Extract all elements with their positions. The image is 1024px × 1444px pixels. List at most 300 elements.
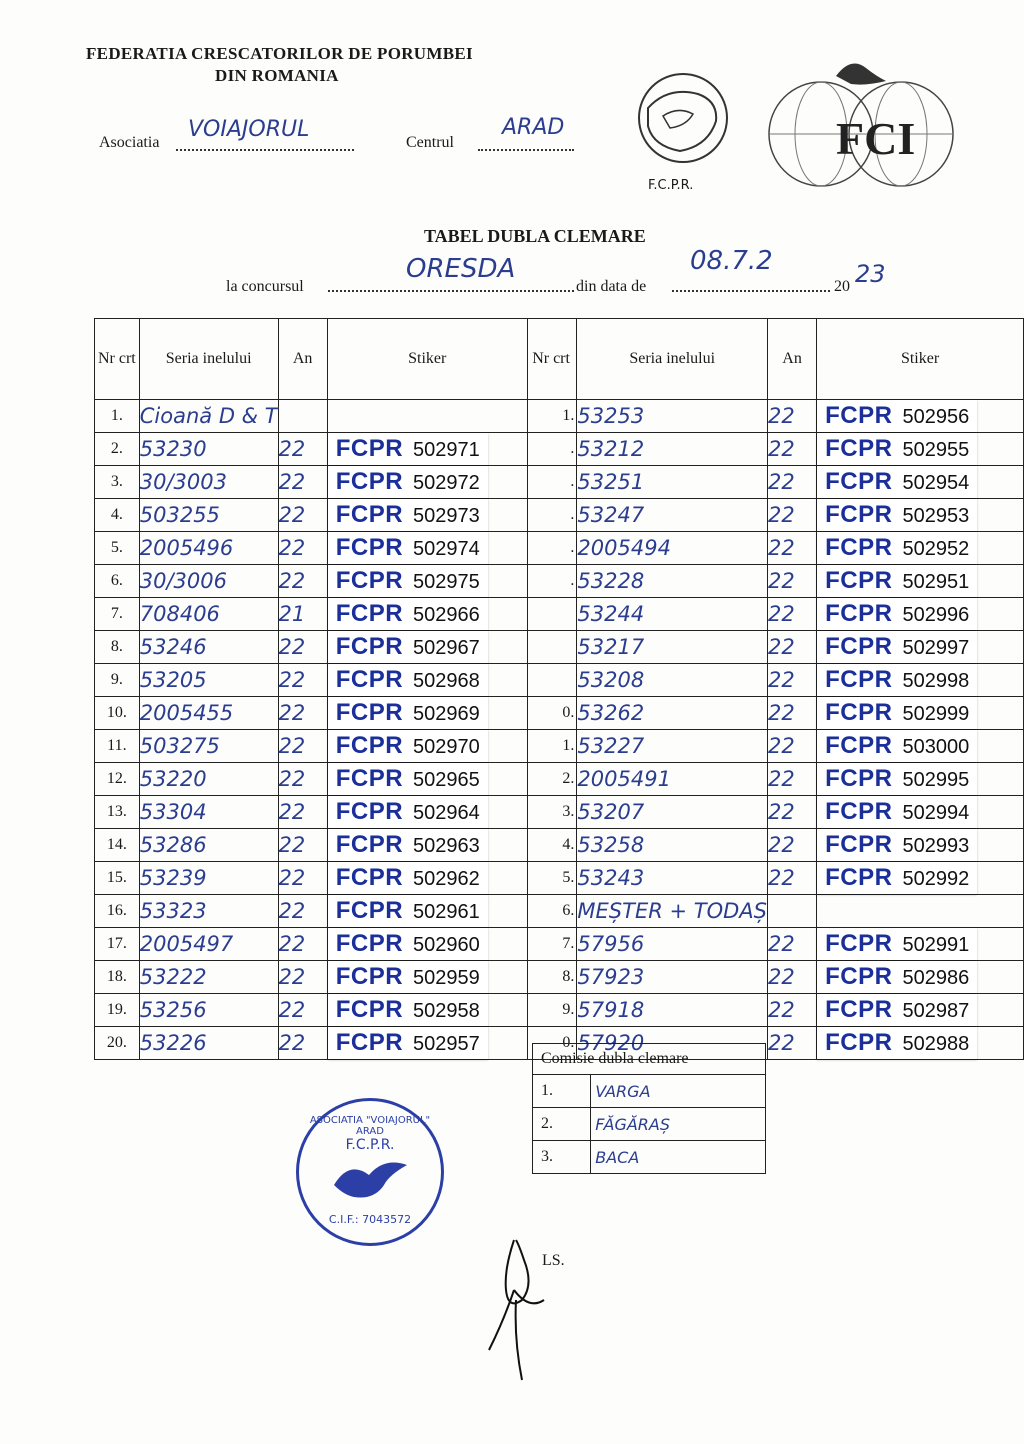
sticker-brand: FCPR bbox=[335, 633, 404, 660]
sticker-code: 503000 bbox=[902, 736, 970, 758]
sticker-code: 502966 bbox=[413, 604, 480, 626]
comisie-row bbox=[533, 1141, 766, 1174]
row-nr: 16. bbox=[95, 895, 140, 928]
row-seria: 53286 bbox=[139, 829, 278, 862]
stamp-top-text: ASOCIATIA "VOIAJORUL" ARAD bbox=[309, 1115, 431, 1137]
sticker-brand: FCPR bbox=[825, 963, 893, 990]
row-an: 22 bbox=[278, 697, 327, 730]
row-seria: 2005497 bbox=[139, 928, 278, 961]
year-suffix: 23 bbox=[855, 260, 886, 288]
fcpr-sticker bbox=[328, 763, 488, 795]
row-an-right: 22 bbox=[767, 928, 816, 961]
row-nr: 18. bbox=[95, 961, 140, 994]
row-an-right: 22 bbox=[767, 565, 816, 598]
row-seria: 53246 bbox=[139, 631, 278, 664]
dove-icon bbox=[329, 1155, 411, 1205]
row-seria: 30/3006 bbox=[139, 565, 278, 598]
row-nr-right: 0. bbox=[527, 697, 577, 730]
comisie-nr: 2. bbox=[533, 1108, 591, 1141]
sticker-code: 502987 bbox=[902, 1000, 970, 1022]
row-sticker bbox=[327, 829, 527, 862]
ls-label: LS. bbox=[542, 1252, 565, 1269]
row-seria: 53323 bbox=[139, 895, 278, 928]
comisie-name: BACA bbox=[591, 1141, 766, 1174]
sticker-brand: FCPR bbox=[335, 501, 404, 528]
fcpr-sticker bbox=[328, 961, 488, 993]
table-row bbox=[95, 928, 1024, 961]
sticker-brand: FCPR bbox=[335, 567, 404, 594]
row-an-right: 22 bbox=[767, 499, 816, 532]
row-an: 22 bbox=[278, 961, 327, 994]
table-row bbox=[95, 730, 1024, 763]
row-seria-right: 57923 bbox=[577, 961, 768, 994]
table-row bbox=[95, 994, 1024, 1027]
concurs-label: la concursul bbox=[226, 278, 304, 295]
sticker-code: 502965 bbox=[413, 769, 480, 791]
table-row bbox=[95, 499, 1024, 532]
row-an-right: 22 bbox=[767, 994, 816, 1027]
sticker-brand: FCPR bbox=[335, 963, 404, 990]
row-an: 22 bbox=[278, 862, 327, 895]
row-nr-right: 1. bbox=[527, 730, 577, 763]
centrul-value: ARAD bbox=[502, 115, 565, 140]
asociatia-value: VOIAJORUL bbox=[188, 117, 310, 142]
row-seria-right: 53247 bbox=[577, 499, 768, 532]
sticker-brand: FCPR bbox=[335, 897, 404, 924]
row-nr: 2. bbox=[95, 433, 140, 466]
sticker-brand: FCPR bbox=[825, 402, 893, 429]
row-nr-right: . bbox=[527, 532, 577, 565]
row-seria-right: MEȘTER + TODAȘ bbox=[577, 895, 768, 928]
sticker-brand: FCPR bbox=[335, 732, 404, 759]
table-row bbox=[95, 565, 1024, 598]
table-row bbox=[95, 796, 1024, 829]
row-nr-right: . bbox=[527, 433, 577, 466]
sticker-brand: FCPR bbox=[335, 765, 404, 792]
fcpr-sticker bbox=[328, 565, 488, 597]
fcpr-sticker bbox=[817, 565, 977, 597]
row-seria: 53230 bbox=[139, 433, 278, 466]
row-seria-right: 57956 bbox=[577, 928, 768, 961]
row-an bbox=[278, 400, 327, 433]
row-an-right: 22 bbox=[767, 961, 816, 994]
fcpr-sticker bbox=[817, 928, 977, 960]
row-nr-right bbox=[527, 664, 577, 697]
fcpr-sticker bbox=[817, 1027, 977, 1059]
document-title: TABEL DUBLA CLEMARE bbox=[424, 226, 646, 246]
row-sticker-right bbox=[817, 433, 1024, 466]
sticker-code: 502974 bbox=[413, 538, 480, 560]
fcpr-sticker bbox=[328, 730, 488, 762]
row-nr-right bbox=[527, 598, 577, 631]
sticker-brand: FCPR bbox=[335, 831, 404, 858]
sticker-brand: FCPR bbox=[335, 930, 404, 957]
year-prefix: 20 bbox=[834, 278, 850, 295]
row-nr-right: 1. bbox=[527, 400, 577, 433]
sticker-code: 502954 bbox=[902, 472, 970, 494]
row-an: 22 bbox=[278, 796, 327, 829]
row-sticker-right bbox=[817, 961, 1024, 994]
row-an: 22 bbox=[278, 664, 327, 697]
sticker-brand: FCPR bbox=[825, 996, 893, 1023]
row-nr-right: 0. bbox=[527, 1027, 577, 1060]
fcpr-logo bbox=[608, 46, 758, 196]
row-seria-right: 57920 bbox=[577, 1027, 768, 1060]
row-sticker-right bbox=[817, 895, 1024, 928]
clamping-table bbox=[94, 318, 1024, 1060]
sticker-code: 502973 bbox=[413, 505, 480, 527]
row-sticker bbox=[327, 433, 527, 466]
row-seria: 503255 bbox=[139, 499, 278, 532]
row-seria-right: 53212 bbox=[577, 433, 768, 466]
row-seria: 53304 bbox=[139, 796, 278, 829]
fcpr-logo-caption: F.C.P.R. bbox=[648, 178, 694, 193]
fcpr-sticker bbox=[328, 829, 488, 861]
row-seria-right: 53243 bbox=[577, 862, 768, 895]
sticker-brand: FCPR bbox=[825, 831, 893, 858]
centrul-field bbox=[478, 115, 574, 151]
row-sticker-right bbox=[817, 697, 1024, 730]
row-seria: 2005455 bbox=[139, 697, 278, 730]
header-seria-right: Seria inelului bbox=[577, 319, 768, 400]
row-seria: 30/3003 bbox=[139, 466, 278, 499]
sticker-brand: FCPR bbox=[335, 468, 404, 495]
row-seria-right: 53262 bbox=[577, 697, 768, 730]
sticker-code: 502962 bbox=[413, 868, 480, 890]
row-seria-right: 2005494 bbox=[577, 532, 768, 565]
row-sticker-right bbox=[817, 1027, 1024, 1060]
sticker-code: 502998 bbox=[902, 670, 970, 692]
fcpr-sticker bbox=[817, 763, 977, 795]
sticker-brand: FCPR bbox=[825, 468, 893, 495]
fcpr-sticker bbox=[328, 499, 488, 531]
row-sticker bbox=[327, 862, 527, 895]
row-sticker bbox=[327, 994, 527, 1027]
row-sticker bbox=[327, 400, 527, 433]
row-an-right: 22 bbox=[767, 697, 816, 730]
fcpr-sticker bbox=[328, 928, 488, 960]
row-seria-right: 2005491 bbox=[577, 763, 768, 796]
table-row bbox=[95, 862, 1024, 895]
concurs-field bbox=[328, 254, 574, 292]
sticker-code: 502997 bbox=[902, 637, 970, 659]
fcpr-sticker bbox=[328, 1027, 488, 1059]
sticker-brand: FCPR bbox=[335, 996, 404, 1023]
row-an: 22 bbox=[278, 466, 327, 499]
sticker-brand: FCPR bbox=[825, 864, 893, 891]
sticker-brand: FCPR bbox=[825, 633, 893, 660]
row-an: 22 bbox=[278, 532, 327, 565]
fcpr-sticker bbox=[817, 961, 977, 993]
row-sticker-right bbox=[817, 598, 1024, 631]
row-seria-right: 53228 bbox=[577, 565, 768, 598]
row-nr: 5. bbox=[95, 532, 140, 565]
header-an-right: An bbox=[767, 319, 816, 400]
row-an: 22 bbox=[278, 928, 327, 961]
sticker-code: 502992 bbox=[902, 868, 970, 890]
row-sticker bbox=[327, 928, 527, 961]
row-sticker bbox=[327, 961, 527, 994]
row-sticker-right bbox=[817, 994, 1024, 1027]
sticker-code: 502993 bbox=[902, 835, 970, 857]
federation-title-line1: FEDERATIA CRESCATORILOR DE PORUMBEI bbox=[86, 44, 473, 63]
row-sticker-right bbox=[817, 400, 1024, 433]
row-sticker bbox=[327, 1027, 527, 1060]
sticker-brand: FCPR bbox=[825, 930, 893, 957]
asociatia-field bbox=[176, 117, 354, 151]
row-an-right: 22 bbox=[767, 433, 816, 466]
row-an: 22 bbox=[278, 631, 327, 664]
table-row bbox=[95, 433, 1024, 466]
fci-logo bbox=[766, 46, 956, 196]
sticker-code: 502956 bbox=[902, 406, 970, 428]
row-sticker bbox=[327, 466, 527, 499]
row-seria: 53222 bbox=[139, 961, 278, 994]
row-seria-right: 53208 bbox=[577, 664, 768, 697]
fcpr-sticker bbox=[817, 796, 977, 828]
header-nr-crt: Nr crt bbox=[95, 319, 140, 400]
row-an-right: 22 bbox=[767, 664, 816, 697]
sticker-code: 502971 bbox=[413, 439, 480, 461]
row-nr: 12. bbox=[95, 763, 140, 796]
row-nr-right: 8. bbox=[527, 961, 577, 994]
sticker-code: 502994 bbox=[902, 802, 970, 824]
row-nr: 6. bbox=[95, 565, 140, 598]
table-row bbox=[95, 400, 1024, 433]
row-nr: 14. bbox=[95, 829, 140, 862]
row-an-right: 22 bbox=[767, 796, 816, 829]
table-row bbox=[95, 829, 1024, 862]
sticker-code: 502968 bbox=[413, 670, 480, 692]
fcpr-sticker bbox=[328, 664, 488, 696]
sticker-brand: FCPR bbox=[335, 699, 404, 726]
sticker-brand: FCPR bbox=[825, 567, 893, 594]
sticker-code: 502969 bbox=[413, 703, 480, 725]
comisie-nr: 3. bbox=[533, 1141, 591, 1174]
row-seria: 53239 bbox=[139, 862, 278, 895]
row-nr: 4. bbox=[95, 499, 140, 532]
comisie-title: Comisie dubla clemare bbox=[533, 1044, 766, 1075]
row-nr: 8. bbox=[95, 631, 140, 664]
row-sticker-right bbox=[817, 565, 1024, 598]
row-nr: 10. bbox=[95, 697, 140, 730]
sticker-code: 502996 bbox=[902, 604, 970, 626]
row-sticker bbox=[327, 664, 527, 697]
concurs-value: ORESDA bbox=[406, 254, 516, 284]
sticker-brand: FCPR bbox=[335, 864, 404, 891]
row-an-right: 22 bbox=[767, 862, 816, 895]
fcpr-sticker bbox=[817, 829, 977, 861]
table-row bbox=[95, 598, 1024, 631]
header-nr-crt-right: Nr crt bbox=[527, 319, 577, 400]
row-an-right: 22 bbox=[767, 1027, 816, 1060]
fcpr-sticker bbox=[328, 796, 488, 828]
fcpr-sticker bbox=[817, 400, 977, 432]
row-an-right bbox=[767, 895, 816, 928]
sticker-code: 502964 bbox=[413, 802, 480, 824]
sticker-brand: FCPR bbox=[335, 798, 404, 825]
row-sticker-right bbox=[817, 829, 1024, 862]
row-sticker bbox=[327, 631, 527, 664]
row-an: 21 bbox=[278, 598, 327, 631]
row-an-right: 22 bbox=[767, 466, 816, 499]
row-seria-right: 53244 bbox=[577, 598, 768, 631]
fcpr-sticker bbox=[328, 862, 488, 894]
sticker-brand: FCPR bbox=[825, 501, 893, 528]
sticker-code: 502958 bbox=[413, 1000, 480, 1022]
row-nr-right: 9. bbox=[527, 994, 577, 1027]
row-an: 22 bbox=[278, 829, 327, 862]
row-nr: 1. bbox=[95, 400, 140, 433]
row-seria-right: 53251 bbox=[577, 466, 768, 499]
row-an: 22 bbox=[278, 763, 327, 796]
sticker-code: 502988 bbox=[902, 1033, 970, 1055]
sticker-code: 502999 bbox=[902, 703, 970, 725]
sticker-brand: FCPR bbox=[335, 534, 404, 561]
row-sticker bbox=[327, 598, 527, 631]
row-seria: 53256 bbox=[139, 994, 278, 1027]
table-row bbox=[95, 763, 1024, 796]
sticker-code: 502995 bbox=[902, 769, 970, 791]
comisie-table bbox=[532, 1043, 766, 1174]
row-an-right: 22 bbox=[767, 763, 816, 796]
row-nr-right: 6. bbox=[527, 895, 577, 928]
row-sticker bbox=[327, 796, 527, 829]
row-sticker bbox=[327, 565, 527, 598]
header-an: An bbox=[278, 319, 327, 400]
sticker-brand: FCPR bbox=[825, 534, 893, 561]
row-nr: 17. bbox=[95, 928, 140, 961]
row-seria-right: 53217 bbox=[577, 631, 768, 664]
sticker-brand: FCPR bbox=[335, 435, 404, 462]
stamp-bottom-text: C.I.F.: 7043572 bbox=[328, 1213, 412, 1226]
row-sticker-right bbox=[817, 499, 1024, 532]
row-sticker-right bbox=[817, 532, 1024, 565]
sticker-code: 502967 bbox=[413, 637, 480, 659]
sticker-code: 502955 bbox=[902, 439, 970, 461]
row-sticker bbox=[327, 730, 527, 763]
sticker-brand: FCPR bbox=[825, 666, 893, 693]
asociatia-label: Asociatia bbox=[99, 134, 160, 151]
sticker-code: 502970 bbox=[413, 736, 480, 758]
row-nr: 9. bbox=[95, 664, 140, 697]
table-row bbox=[95, 697, 1024, 730]
row-seria: 53205 bbox=[139, 664, 278, 697]
fcpr-sticker bbox=[328, 631, 488, 663]
comisie-row bbox=[533, 1108, 766, 1141]
row-sticker-right bbox=[817, 664, 1024, 697]
row-nr-right: 2. bbox=[527, 763, 577, 796]
row-nr-right: 7. bbox=[527, 928, 577, 961]
row-seria-right: 53253 bbox=[577, 400, 768, 433]
sticker-brand: FCPR bbox=[825, 798, 893, 825]
row-seria-right: 57918 bbox=[577, 994, 768, 1027]
sticker-code: 502960 bbox=[413, 934, 480, 956]
fcpr-sticker bbox=[817, 664, 977, 696]
row-nr-right: 4. bbox=[527, 829, 577, 862]
comisie-row bbox=[533, 1075, 766, 1108]
row-an-right: 22 bbox=[767, 631, 816, 664]
table-row bbox=[95, 895, 1024, 928]
sticker-code: 502991 bbox=[902, 934, 970, 956]
comisie-name: VARGA bbox=[591, 1075, 766, 1108]
row-sticker bbox=[327, 499, 527, 532]
fcpr-sticker bbox=[817, 466, 977, 498]
centrul-label: Centrul bbox=[406, 134, 454, 151]
sticker-brand: FCPR bbox=[825, 699, 893, 726]
row-an: 22 bbox=[278, 994, 327, 1027]
header-stiker: Stiker bbox=[327, 319, 527, 400]
fcpr-sticker bbox=[817, 433, 977, 465]
fcpr-sticker bbox=[817, 862, 977, 894]
row-sticker bbox=[327, 895, 527, 928]
sticker-code: 502959 bbox=[413, 967, 480, 989]
fcpr-sticker bbox=[817, 697, 977, 729]
row-nr-right: . bbox=[527, 499, 577, 532]
table-row bbox=[95, 631, 1024, 664]
fcpr-sticker bbox=[817, 730, 977, 762]
row-seria: 503275 bbox=[139, 730, 278, 763]
stamp-middle-text: F.C.P.R. bbox=[345, 1137, 395, 1153]
sticker-code: 502957 bbox=[413, 1033, 480, 1055]
fci-logo-text: FCI bbox=[836, 113, 916, 164]
fcpr-sticker bbox=[817, 499, 977, 531]
fcpr-sticker bbox=[328, 895, 488, 927]
row-an-right: 22 bbox=[767, 829, 816, 862]
sticker-code: 502953 bbox=[902, 505, 970, 527]
fcpr-sticker bbox=[817, 631, 977, 663]
fcpr-logo-graphic bbox=[608, 46, 758, 196]
sticker-brand: FCPR bbox=[335, 1029, 404, 1056]
row-nr: 20. bbox=[95, 1027, 140, 1060]
row-an: 22 bbox=[278, 895, 327, 928]
table-row bbox=[95, 466, 1024, 499]
row-sticker bbox=[327, 532, 527, 565]
row-sticker-right bbox=[817, 466, 1024, 499]
federation-title-line2: DIN ROMANIA bbox=[215, 66, 339, 85]
row-an: 22 bbox=[278, 565, 327, 598]
row-sticker-right bbox=[817, 763, 1024, 796]
row-sticker-right bbox=[817, 928, 1024, 961]
comisie-nr: 1. bbox=[533, 1075, 591, 1108]
comisie-name: FĂGĂRAȘ bbox=[591, 1108, 766, 1141]
row-nr-right: 3. bbox=[527, 796, 577, 829]
row-seria: Cioană D & T bbox=[139, 400, 278, 433]
data-value: 08.7.2 bbox=[690, 246, 773, 276]
row-an: 22 bbox=[278, 1027, 327, 1060]
fcpr-sticker bbox=[328, 598, 488, 630]
table-row bbox=[95, 961, 1024, 994]
data-label: din data de bbox=[576, 278, 647, 295]
sticker-brand: FCPR bbox=[825, 435, 893, 462]
row-nr: 3. bbox=[95, 466, 140, 499]
sticker-brand: FCPR bbox=[825, 1029, 893, 1056]
table-header-row bbox=[95, 319, 1024, 400]
fcpr-sticker bbox=[328, 697, 488, 729]
sticker-brand: FCPR bbox=[825, 732, 893, 759]
fcpr-sticker bbox=[817, 598, 977, 630]
header-stiker-right: Stiker bbox=[817, 319, 1024, 400]
row-an-right: 22 bbox=[767, 598, 816, 631]
sticker-code: 502963 bbox=[413, 835, 480, 857]
row-seria-right: 53258 bbox=[577, 829, 768, 862]
row-seria: 2005496 bbox=[139, 532, 278, 565]
row-nr-right bbox=[527, 631, 577, 664]
row-seria: 53220 bbox=[139, 763, 278, 796]
fcpr-sticker bbox=[817, 994, 977, 1026]
row-sticker-right bbox=[817, 730, 1024, 763]
fcpr-sticker bbox=[328, 433, 488, 465]
